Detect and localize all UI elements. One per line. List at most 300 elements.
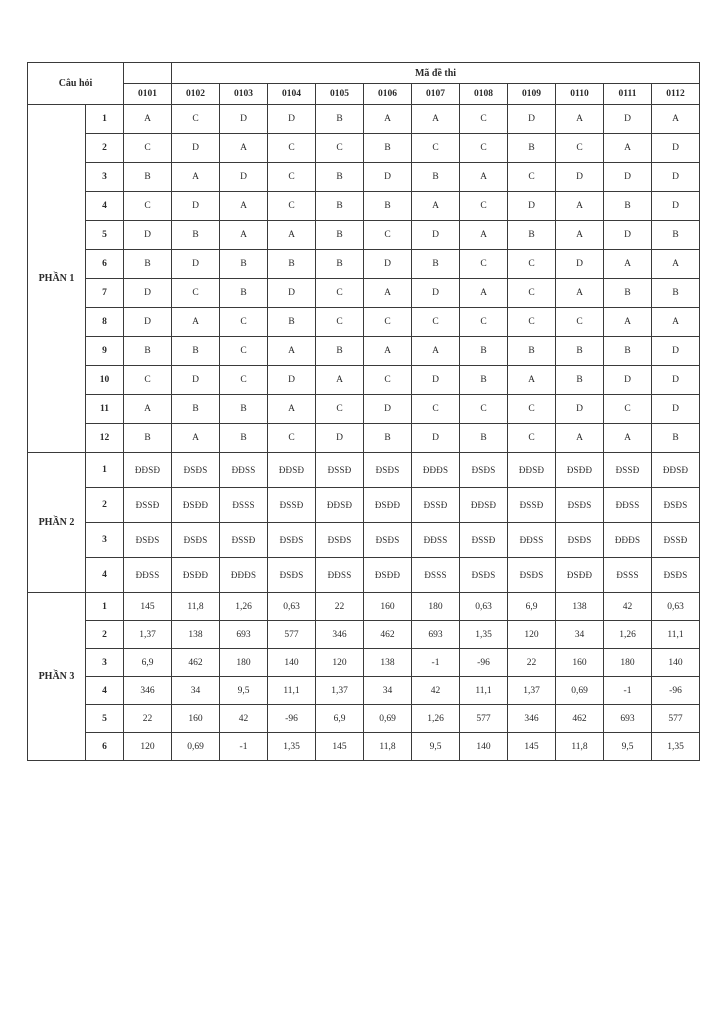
answer-cell: 160 [364,593,412,621]
table-row [28,523,700,558]
answer-cell: D [268,366,316,395]
answer-cell: A [604,250,652,279]
answer-cell: D [604,366,652,395]
answer-cell: B [316,337,364,366]
answer-cell: D [556,163,604,192]
answer-cell: D [172,366,220,395]
answer-cell: ĐSĐS [460,453,508,488]
answer-cell: 577 [460,705,508,733]
answer-cell: A [172,424,220,453]
answer-cell: ĐĐĐS [220,558,268,593]
answer-cell: ĐĐSS [316,558,364,593]
section-label: PHẦN 1 [28,105,86,453]
question-header: Câu hỏi [28,63,124,105]
answer-cell: 9,5 [220,677,268,705]
question-number: 2 [86,134,124,163]
answer-cell: ĐĐĐS [412,453,460,488]
answer-cell: B [316,221,364,250]
answer-cell: A [652,105,700,134]
answer-cell: A [412,337,460,366]
question-number: 12 [86,424,124,453]
answer-cell: C [412,395,460,424]
answer-cell: C [316,395,364,424]
answer-cell: 9,5 [604,733,652,761]
answer-cell: B [172,337,220,366]
answer-cell: A [460,279,508,308]
answer-cell: B [124,163,172,192]
answer-cell: ĐSĐS [172,523,220,558]
answer-cell: ĐSĐS [652,488,700,523]
answer-cell: D [652,163,700,192]
answer-cell: A [508,366,556,395]
answer-cell: A [604,134,652,163]
answer-cell: D [556,395,604,424]
table-row [28,192,700,221]
answer-cell: A [604,424,652,453]
answer-cell: D [364,163,412,192]
exam-code-0101: 0101 [124,84,172,105]
answer-cell: C [220,366,268,395]
answer-cell: ĐSSĐ [652,523,700,558]
answer-cell: C [220,308,268,337]
answer-cell: 160 [172,705,220,733]
answer-cell: B [316,163,364,192]
answer-cell: C [124,192,172,221]
table-row [28,649,700,677]
answer-cell: D [124,221,172,250]
question-number: 3 [86,649,124,677]
answer-cell: C [508,279,556,308]
answer-cell: C [316,308,364,337]
section-label: PHẦN 3 [28,593,86,761]
answer-cell: D [604,163,652,192]
answer-cell: ĐĐSS [412,523,460,558]
answer-cell: C [460,308,508,337]
answer-cell: C [316,279,364,308]
answer-cell: 462 [364,621,412,649]
answer-cell: 22 [508,649,556,677]
answer-cell: -1 [220,733,268,761]
answer-key-sheet [27,62,697,761]
answer-cell: 1,26 [604,621,652,649]
answer-cell: A [316,366,364,395]
answer-cell: B [124,424,172,453]
answer-cell: 693 [412,621,460,649]
answer-cell: 138 [556,593,604,621]
answer-cell: A [268,337,316,366]
answer-cell: B [316,250,364,279]
answer-cell: C [604,395,652,424]
answer-cell: A [124,105,172,134]
answer-cell: A [172,163,220,192]
answer-cell: C [508,163,556,192]
question-number: 1 [86,105,124,134]
exam-code-header: Mã đề thi [172,63,700,84]
answer-cell: B [604,192,652,221]
answer-cell: B [556,337,604,366]
answer-cell: ĐSSS [604,558,652,593]
answer-cell: B [652,424,700,453]
exam-code-0103: 0103 [220,84,268,105]
answer-cell: 1,26 [220,593,268,621]
answer-cell: B [220,395,268,424]
question-number: 7 [86,279,124,308]
question-number: 3 [86,523,124,558]
answer-cell: 346 [124,677,172,705]
exam-code-0104: 0104 [268,84,316,105]
answer-cell: B [460,337,508,366]
question-number: 6 [86,733,124,761]
answer-cell: 120 [124,733,172,761]
answer-cell: 140 [268,649,316,677]
answer-cell: -96 [268,705,316,733]
answer-cell: D [172,134,220,163]
answer-cell: B [220,250,268,279]
answer-cell: D [508,105,556,134]
answer-key-table [27,62,700,761]
section-label: PHẦN 2 [28,453,86,593]
answer-cell: A [364,279,412,308]
answer-cell: D [652,395,700,424]
table-row [28,488,700,523]
answer-cell: C [460,250,508,279]
exam-code-0102: 0102 [172,84,220,105]
table-body [28,105,700,761]
answer-cell: 693 [220,621,268,649]
answer-cell: B [268,250,316,279]
answer-cell: 0,69 [172,733,220,761]
answer-cell: ĐSĐS [124,523,172,558]
answer-cell: B [460,366,508,395]
answer-cell: ĐSĐS [268,558,316,593]
question-number: 11 [86,395,124,424]
answer-cell: D [652,192,700,221]
answer-cell: 34 [172,677,220,705]
answer-cell: ĐĐSĐ [460,488,508,523]
answer-cell: A [556,192,604,221]
answer-cell: 145 [124,593,172,621]
answer-cell: 180 [604,649,652,677]
table-row [28,453,700,488]
answer-cell: ĐĐSS [604,488,652,523]
answer-cell: 145 [508,733,556,761]
answer-cell: C [412,134,460,163]
answer-cell: C [268,424,316,453]
answer-cell: 11,8 [556,733,604,761]
answer-cell: ĐĐSĐ [124,453,172,488]
answer-cell: 180 [412,593,460,621]
answer-cell: ĐSĐS [508,558,556,593]
answer-cell: 120 [508,621,556,649]
answer-cell: D [172,250,220,279]
answer-cell: B [604,279,652,308]
answer-cell: 180 [220,649,268,677]
answer-cell: A [364,105,412,134]
answer-cell: C [508,250,556,279]
question-number: 4 [86,558,124,593]
question-number: 6 [86,250,124,279]
exam-code-0109: 0109 [508,84,556,105]
answer-cell: 120 [316,649,364,677]
answer-cell: A [124,395,172,424]
answer-cell: ĐSSĐ [124,488,172,523]
answer-cell: D [604,221,652,250]
answer-cell: A [556,105,604,134]
answer-cell: 577 [652,705,700,733]
answer-cell: A [556,279,604,308]
table-row [28,366,700,395]
answer-cell: ĐĐSS [220,453,268,488]
question-number: 2 [86,488,124,523]
question-number: 10 [86,366,124,395]
answer-cell: 1,37 [124,621,172,649]
answer-cell: B [364,424,412,453]
answer-cell: 1,35 [268,733,316,761]
question-number: 5 [86,705,124,733]
table-row [28,621,700,649]
answer-cell: A [220,134,268,163]
answer-cell: D [220,163,268,192]
answer-cell: B [172,395,220,424]
answer-cell: 0,63 [652,593,700,621]
answer-cell: A [652,250,700,279]
answer-cell: C [124,366,172,395]
answer-cell: B [604,337,652,366]
answer-cell: 34 [556,621,604,649]
answer-cell: C [460,134,508,163]
answer-cell: 346 [316,621,364,649]
answer-cell: B [460,424,508,453]
answer-cell: 42 [604,593,652,621]
answer-cell: B [268,308,316,337]
answer-cell: C [364,221,412,250]
answer-cell: 6,9 [508,593,556,621]
answer-cell: A [556,424,604,453]
answer-cell: B [652,221,700,250]
answer-cell: 462 [172,649,220,677]
answer-cell: ĐSĐS [364,453,412,488]
answer-cell: C [556,308,604,337]
table-row [28,558,700,593]
answer-cell: B [412,163,460,192]
answer-cell: D [124,308,172,337]
answer-cell: ĐSSS [412,558,460,593]
answer-cell: ĐSĐS [460,558,508,593]
answer-cell: ĐSĐS [268,523,316,558]
answer-cell: C [460,192,508,221]
answer-cell: 138 [364,649,412,677]
answer-cell: A [220,221,268,250]
answer-cell: B [172,221,220,250]
answer-cell: A [460,163,508,192]
answer-cell: 11,8 [364,733,412,761]
answer-cell: C [364,308,412,337]
answer-cell: D [652,337,700,366]
question-number: 1 [86,453,124,488]
answer-cell: 0,69 [364,705,412,733]
table-row [28,163,700,192]
answer-cell: 1,35 [460,621,508,649]
question-number: 1 [86,593,124,621]
answer-cell: D [604,105,652,134]
answer-cell: 462 [556,705,604,733]
answer-cell: A [604,308,652,337]
answer-cell: C [172,279,220,308]
answer-cell: 9,5 [412,733,460,761]
answer-cell: 0,63 [460,593,508,621]
answer-cell: C [220,337,268,366]
answer-cell: ĐSĐĐ [556,453,604,488]
answer-cell: B [316,105,364,134]
answer-cell: ĐSSĐ [508,488,556,523]
answer-cell: -96 [460,649,508,677]
answer-cell: D [268,105,316,134]
answer-cell: 34 [364,677,412,705]
answer-cell: 346 [508,705,556,733]
answer-cell: D [220,105,268,134]
question-number: 8 [86,308,124,337]
answer-cell: C [316,134,364,163]
answer-cell: C [268,163,316,192]
answer-cell: ĐSSS [220,488,268,523]
answer-cell: B [316,192,364,221]
answer-cell: ĐSĐS [364,523,412,558]
table-row [28,279,700,308]
answer-cell: D [268,279,316,308]
exam-code-0108: 0108 [460,84,508,105]
answer-cell: C [268,192,316,221]
answer-cell: D [412,279,460,308]
answer-cell: ĐSĐĐ [172,558,220,593]
answer-cell: ĐSSĐ [412,488,460,523]
answer-cell: 22 [124,705,172,733]
table-row [28,424,700,453]
answer-cell: 22 [316,593,364,621]
question-number: 4 [86,192,124,221]
header-row-codes [28,84,700,105]
answer-cell: ĐĐSĐ [268,453,316,488]
exam-code-0106: 0106 [364,84,412,105]
answer-cell: ĐĐĐS [604,523,652,558]
header-spacer-cell [124,63,172,84]
answer-cell: ĐSSĐ [268,488,316,523]
answer-cell: A [412,105,460,134]
answer-cell: ĐSĐĐ [556,558,604,593]
answer-cell: 0,69 [556,677,604,705]
question-number: 4 [86,677,124,705]
answer-cell: B [220,279,268,308]
answer-cell: 160 [556,649,604,677]
answer-cell: ĐSĐS [316,523,364,558]
answer-cell: A [268,395,316,424]
answer-cell: 138 [172,621,220,649]
answer-cell: 140 [652,649,700,677]
header-row-top [28,63,700,84]
question-number: 9 [86,337,124,366]
table-row [28,677,700,705]
answer-cell: B [124,250,172,279]
answer-cell: D [316,424,364,453]
answer-cell: 140 [460,733,508,761]
answer-cell: -96 [652,677,700,705]
answer-cell: B [508,134,556,163]
answer-cell: C [268,134,316,163]
table-header [28,63,700,105]
answer-cell: C [412,308,460,337]
question-number: 2 [86,621,124,649]
answer-cell: B [364,134,412,163]
answer-cell: -1 [412,649,460,677]
answer-cell: A [460,221,508,250]
answer-cell: 42 [220,705,268,733]
answer-cell: B [124,337,172,366]
answer-cell: 11,1 [460,677,508,705]
answer-cell: A [412,192,460,221]
answer-cell: B [508,221,556,250]
answer-cell: 577 [268,621,316,649]
answer-cell: 693 [604,705,652,733]
table-row [28,250,700,279]
answer-cell: B [652,279,700,308]
exam-code-0107: 0107 [412,84,460,105]
table-row [28,593,700,621]
table-row [28,221,700,250]
answer-cell: D [172,192,220,221]
answer-cell: B [364,192,412,221]
answer-cell: ĐSĐS [556,523,604,558]
answer-cell: C [460,105,508,134]
answer-cell: 145 [316,733,364,761]
answer-cell: D [412,221,460,250]
answer-cell: 11,1 [268,677,316,705]
answer-cell: C [508,424,556,453]
answer-cell: ĐSSĐ [604,453,652,488]
answer-cell: B [556,366,604,395]
table-row [28,105,700,134]
answer-cell: 1,26 [412,705,460,733]
answer-cell: 1,35 [652,733,700,761]
answer-cell: D [412,366,460,395]
answer-cell: D [556,250,604,279]
answer-cell: D [652,366,700,395]
answer-cell: ĐĐSĐ [316,488,364,523]
answer-cell: B [412,250,460,279]
answer-cell: ĐĐSS [508,523,556,558]
answer-cell: ĐSĐĐ [364,488,412,523]
answer-cell: ĐSSĐ [460,523,508,558]
answer-cell: ĐSSĐ [220,523,268,558]
answer-cell: ĐSĐS [172,453,220,488]
answer-cell: A [556,221,604,250]
table-row [28,337,700,366]
exam-code-0112: 0112 [652,84,700,105]
answer-cell: D [124,279,172,308]
answer-cell: A [172,308,220,337]
answer-cell: C [460,395,508,424]
answer-cell: 1,37 [316,677,364,705]
answer-cell: ĐSĐS [652,558,700,593]
answer-cell: C [556,134,604,163]
answer-cell: C [124,134,172,163]
question-number: 5 [86,221,124,250]
answer-cell: 11,8 [172,593,220,621]
table-row [28,705,700,733]
answer-cell: D [652,134,700,163]
answer-cell: 6,9 [124,649,172,677]
table-row [28,733,700,761]
answer-cell: ĐĐSĐ [652,453,700,488]
answer-cell: ĐSĐĐ [364,558,412,593]
